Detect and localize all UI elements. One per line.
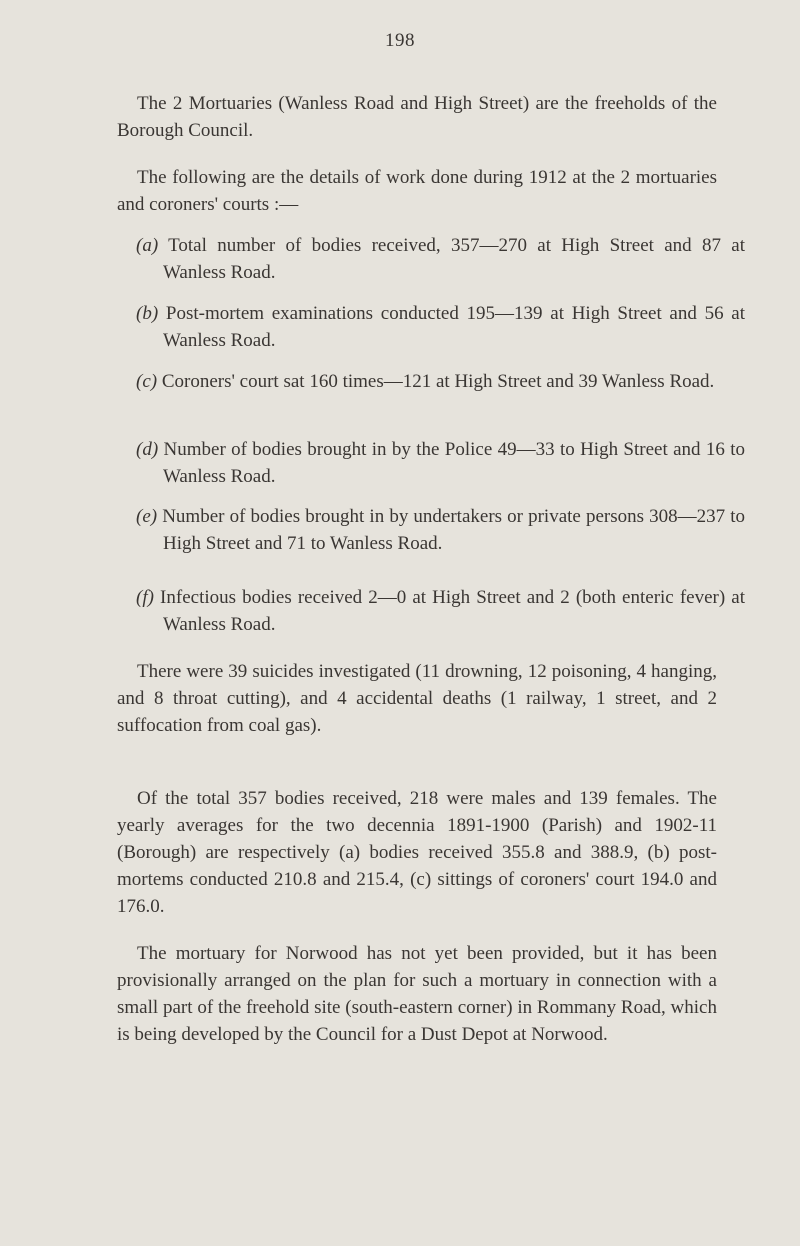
list-item-text: Coroners' court sat 160 times—121 at High Street and 39 Wanless Road. — [161, 371, 715, 392]
page-number: 198 — [385, 30, 415, 51]
list-item-label: (b) — [136, 303, 159, 324]
list-item-label: (d) — [136, 439, 159, 460]
list-item-label: (e) — [136, 506, 158, 527]
list-item-c — [136, 368, 745, 395]
paragraph-norwood-mortuary: The mortuary for Norwood has not yet been provided, but it has been provisionally arranged on the plan for such a mortuary in connection with a small part of the freehold site (south-eastern corner) in Rommany Road, which is being developed by the Council for a Dust Depot at Norwood. — [117, 943, 717, 1045]
paragraph-mortuaries-freehold: The 2 Mortuaries (Wanless Road and High Street) are the freeholds of the Borough Council. — [117, 93, 717, 141]
list-item-e — [136, 503, 745, 557]
list-item-label: (a) — [136, 235, 159, 256]
list-item-text: Total number of bodies received, 357—270 at High Street and 87 at Wanless Road. — [163, 235, 745, 283]
list-item-label: (f) — [136, 587, 154, 608]
list-item-text: Number of bodies brought in by undertakers or private persons 308—237 to High Street and 71 to Wanless Road. — [162, 506, 745, 554]
list-item-d — [136, 436, 745, 490]
list-item-label: (c) — [136, 371, 158, 392]
list-item-text: Infectious bodies received 2—0 at High Street and 2 (both enteric fever) at Wanless Road. — [160, 587, 746, 635]
paragraph-totals-averages: Of the total 357 bodies received, 218 were males and 139 females. The yearly averages for the two decennia 1891-1900 (Parish) and 1902-11 (Borough) are respectively (a) bodies received 355.8 and 388.9, (b) post-mortems conducted 210.8 and 215.4, (c) sittings of coroners' court 194.0 and 176.0. — [117, 788, 717, 917]
list-item-a — [136, 232, 745, 286]
paragraph-work-details-intro: The following are the details of work done during 1912 at the 2 mortuaries and coroners' courts :— — [117, 167, 717, 215]
paragraph-suicides: There were 39 suicides investigated (11 drowning, 12 poisoning, 4 hanging, and 8 throat cutting), and 4 accidental deaths (1 railway, 1 street, and 2 suffocation from coal gas). — [117, 661, 717, 736]
list-item-f — [136, 584, 745, 638]
list-item-text: Number of bodies brought in by the Police 49—33 to High Street and 16 to Wanless Road. — [163, 439, 746, 487]
list-item-text: Post-mortem examinations conducted 195—139 at High Street and 56 at Wanless Road. — [163, 303, 745, 351]
list-item-b — [136, 300, 745, 354]
